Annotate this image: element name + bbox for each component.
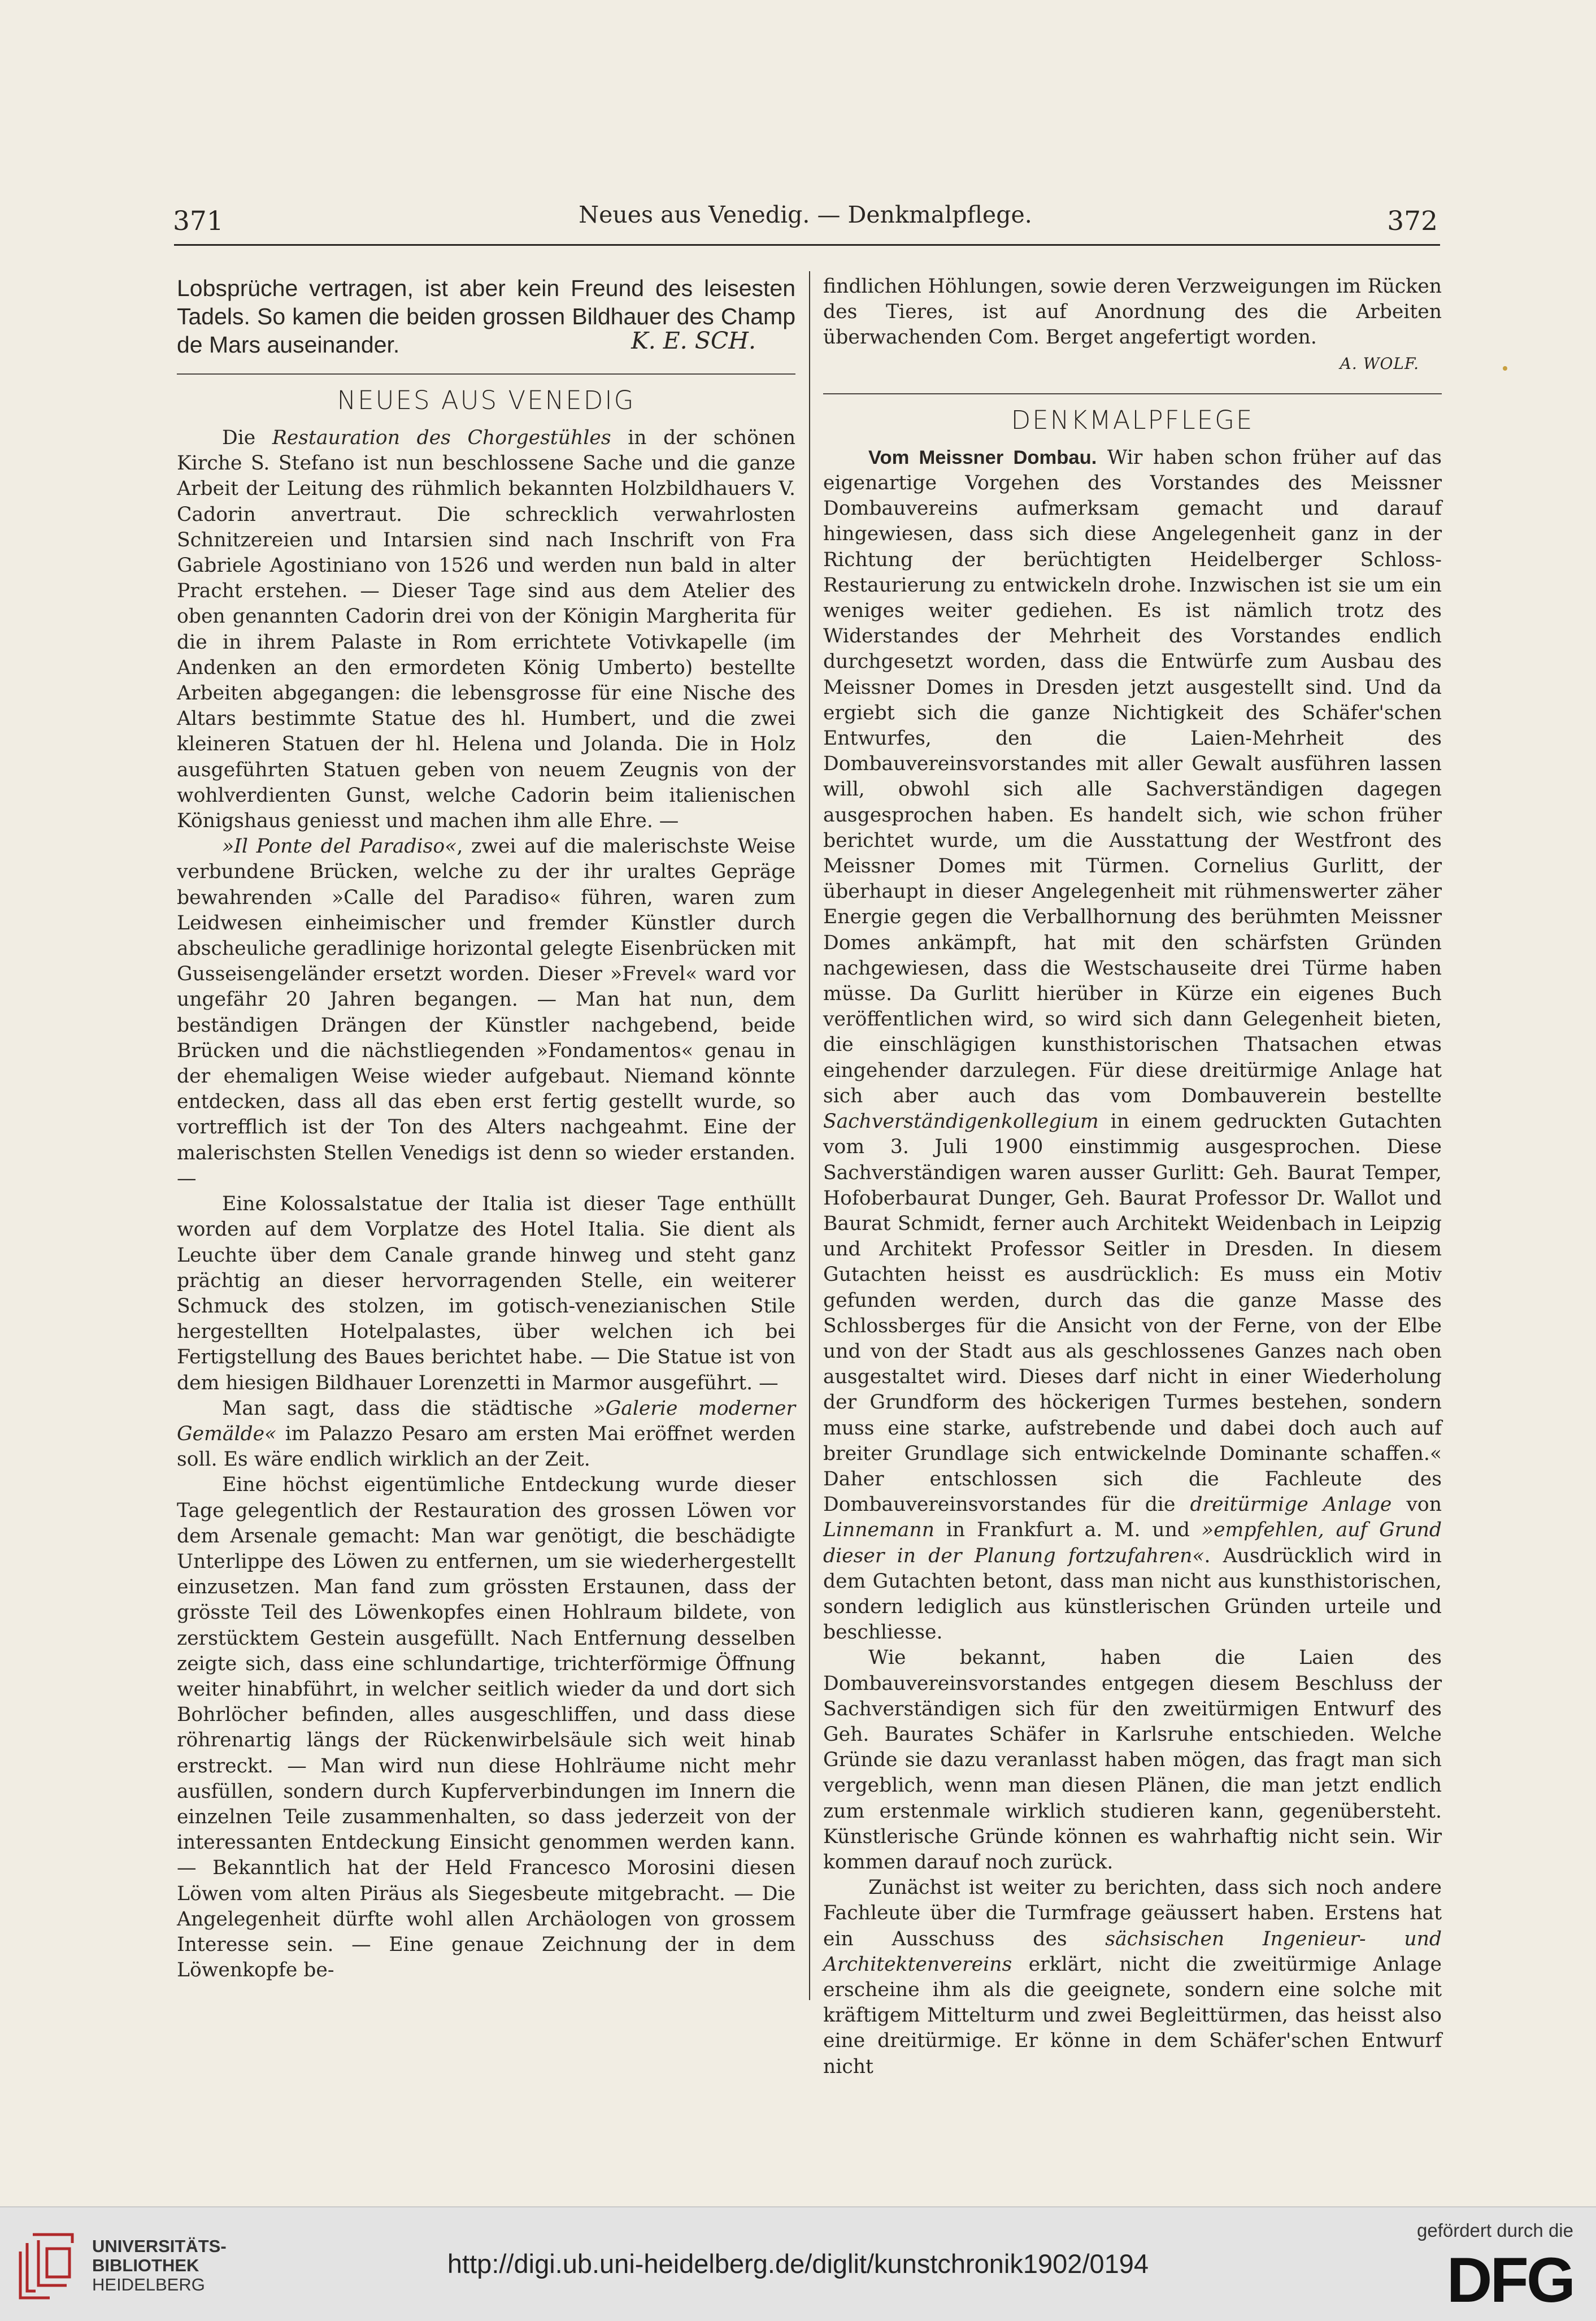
paragraph	[177, 834, 795, 1192]
italic-run: »Galerie moderner Gemälde«	[177, 1397, 795, 1445]
library-name-line: BIBLIOTHEK	[92, 2255, 199, 2275]
library-name-line: UNIVERSITÄTS-	[92, 2236, 227, 2256]
italic-run: »Il Ponte del Paradiso«	[222, 835, 457, 858]
page-number-left: 371	[173, 206, 224, 237]
column-divider	[809, 271, 810, 2000]
text-run: in einem gedruckten Gutachten vom 3. Juli 1900 einstimmig ausgesprochen. Diese Sachverständigen waren ausser Gurlitt: Geh. Baurat Temper, Hofoberbaurat Dunger, Geh. Baurat Professor Dr. Wallot und Baurat Schmidt, ferner auch Architekt Weidenbach in Leipzig und Architekt Professor Seitler in Dresden. In diesem Gutachten heisst es ausdrücklich: Es muss ein Motiv gefunden werden, durch das die ganze Masse des Schlossberges für die Ansicht von der Ferne, von der Elbe und von der Stadt aus als geschlossenes Ganzes nach oben ausgestaltet wird. Dieses darf nicht in einer Wiederholung der Grundform des höckerigen Turmes bestehen, sondern muss eine starke, aufstrebende und dabei doch auch auf breiter Grundlage sich entwickelnde Dominante schaffen.« Daher entschlossen sich die Fachleute des Dombauvereinsvorstandes für die	[823, 1110, 1442, 1516]
text-run: erklärt, nicht die zweitürmige Anlage erscheine ihm als die geeignete, sondern eine solche mit kräftigem Mittelturm und zwei Begleittürmen, das heisst also eine dreitürmige. Er könne in dem Schäfer'schen Entwurf nicht	[823, 1953, 1442, 2078]
italic-run: dreitürmige Anlage	[1190, 1493, 1392, 1516]
text-run: in Frankfurt a. M. und	[934, 1519, 1202, 1542]
section-title-venedig: NEUES AUS VENEDIG	[337, 385, 636, 415]
paper-speck	[1503, 366, 1507, 371]
paragraph	[823, 1875, 1442, 2080]
section-rule	[177, 373, 795, 375]
paragraph	[823, 445, 1442, 1646]
left-intro-paragraph: Lobsprüche vertragen, ist aber kein Freund des leisesten Tadels. So kamen die beiden grossen Bildhauer des Champ de Mars auseinander.	[177, 275, 795, 358]
text-run: von	[1391, 1493, 1442, 1516]
text-run: Wir haben schon früher auf das eigenartige Vorgehen des Vorstandes des Meissner Dombauvereins aufmerksam gemacht und darauf hingewiesen, dass sich diese Angelegenheit ganz in der Richtung der berüchtigten Heidelberger Schloss-Restaurierung zu entwickeln drohe. Inzwischen ist sie um ein weniges weiter gediehen. Es ist nämlich trotz des Widerstandes der Mehrheit des Vorstandes endlich durchgesetzt worden, dass die Entwürfe zum Ausbau des Meissner Domes in Dresden jetzt ausgestellt sind. Und da ergiebt sich die ganze Nichtigkeit des Schäfer'schen Entwurfes, den die Laien-Mehrheit des Dombauvereinsvorstandes mit aller Gewalt ausführen lassen will, obwohl sich alle Sachverständigen dagegen ausgesprochen haben. Es handelt sich, wie schon früher berichtet wurde, um die Ausstattung der Westfront des Meissner Domes mit Türmen. Cornelius Gurlitt, der überhaupt in dieser Angelegenheit mit rühmenswerter zäher Energie gegen die Verballhornung des berühmten Meissner Domes ankämpft, hat mit den schärfsten Gründen nachgewiesen, dass die Westschauseite drei Türme haben müsse. Da Gurlitt hierüber in Kürze ein eigenes Buch veröffentlichen wird, so wird sich dann Gelegenheit bieten, die einschlägigen kunsthistorischen Thatsachen etwas eingehender darzulegen. Für diese dreitürmige Anlage hat sich aber auch das vom Dombauverein bestellte	[823, 446, 1442, 1107]
text-run: im Palazzo Pesaro am ersten Mai eröffnet werden soll. Es wäre endlich wirklich an der Zeit.	[177, 1422, 795, 1471]
paragraph	[177, 425, 795, 834]
paragraph	[177, 1396, 795, 1473]
italic-run: sächsischen Ingenieur- und Architektenvereins	[823, 1927, 1442, 1976]
footer-bar	[0, 2206, 1596, 2321]
right-column	[823, 274, 1442, 2080]
left-intro-signature: K. E. SCH.	[631, 327, 756, 354]
right-intro-signature: A. WOLF.	[1340, 354, 1419, 373]
text-run: Zunächst ist weiter zu berichten, dass sich noch andere Fachleute über die Turmfrage geäussert haben. Erstens hat ein Ausschuss des	[823, 1876, 1442, 1950]
text-run: in der schönen Kirche S. Stefano ist nun beschlossene Sache und die ganze Arbeit der Leitung des rühmlich bekannten Holzbildhauers V. Cadorin anvertraut. Die schrecklich verwahrlosten Schnitzereien und Intarsien sind nach Inschrift von Fra Gabriele Agostiniano von 1526 und werden nun bald in alter Pracht erstehen. — Dieser Tage sind aus dem Atelier des oben genannten Cadorin drei von der Königin Margherita für die in ihrem Palaste in Rom errichtete Votivkapelle (im Andenken an den ermordeten König Umberto) bestellte Arbeiten abgegangen: die lebensgrosse für eine Nische des Altars bestimmte Statue des hl. Humbert, und die zwei kleineren Statuen der hl. Helena und Jolanda. Die in Holz ausgeführten Statuen geben von neuem Zeugnis von der wohlverdienten Gunst, welche Cadorin beim italienischen Königshaus geniesst und machen ihm alle Ehre. —	[177, 427, 795, 833]
section-rule	[823, 393, 1442, 394]
header-rule	[174, 244, 1440, 246]
running-title: Neues aus Venedig. — Denkmalpflege.	[579, 201, 1032, 228]
right-intro-paragraph: findlichen Höhlungen, sowie deren Verzweigungen im Rücken des Tieres, ist auf Anordnung des die Arbeiten überwachenden Com. Berget angefertigt worden.	[823, 275, 1442, 349]
italic-run: Linnemann	[823, 1519, 934, 1542]
section-title-denkmalpflege: DENKMALPFLEGE	[1011, 405, 1254, 435]
paragraph: Wie bekannt, haben die Laien des Dombauvereinsvorstandes entgegen diesem Beschluss der Sachverständigen sich für den zweitürmigen Entwurf des Geh. Baurates Schäfer in Karlsruhe entschieden. Welche Gründe sie dazu veranlasst haben mögen, das fragt man sich vergeblich, wenn man diesen Plänen, die man jetzt endlich zum erstenmale wirklich studieren kann, gegenübersteht. Künstlerische Gründe können es wahrhaftig nicht sein. Wir kommen darauf noch zurück.	[823, 1646, 1442, 1874]
bold-lead-run: Vom Meissner Dombau.	[868, 446, 1097, 468]
italic-run: Restauration des Chorgestühles	[272, 427, 611, 449]
paragraph: Eine höchst eigentümliche Entdeckung wurde dieser Tage gelegentlich der Restauration des grossen Löwen vor dem Arsenale gemacht: Man war genötigt, die beschädigte Unterlippe des Löwen zu entfernen, um sie wiederhergestellt einzusetzen. Man fand zum grössten Erstaunen, dass der grösste Teil des Löwenkopfes einen Hohlraum bildete, von zerstücktem Gestein ausgefüllt. Nach Entfernung desselben zeigte sich, dass eine schlundartige, trichterförmige Öffnung weiter hinabführt, in welcher seitlich wieder da und dort sich Bohrlöcher befinden, alles ausgeschliffen, und dass diese röhrenartig längs der Rückenwirbelsäule sich weit hinab erstreckt. — Man wird nun diese Hohlräume nicht mehr ausfüllen, sondern durch Kupferverbindungen im Innern die einzelnen Teile zusammenhalten, so dass jederzeit von der interessanten Entdeckung Einsicht genommen werden kann. — Bekanntlich hat der Held Francesco Morosini diesen Löwen vom alten Piräus als Siegesbeute mitgebracht. — Die Angelegenheit dürfte wohl allen Archäologen von grossem Interesse sein. — Eine genaue Zeichnung der in dem Löwenkopfe be-	[177, 1474, 795, 1982]
text-run: . Ausdrücklich wird in dem Gutachten betont, dass man nicht aus kunsthistorischen, sondern lediglich aus künstlerischen Gründen urteile und beschliesse.	[823, 1544, 1442, 1644]
page-number-right: 372	[1387, 206, 1438, 237]
italic-run: »empfehlen, auf Grund dieser in der Planung fortzufahren«	[823, 1519, 1442, 1567]
text-run: Man sagt, dass die städtische	[222, 1397, 594, 1420]
permalink-url[interactable]: http://digi.ub.uni-heidelberg.de/diglit/kunstchronik1902/0194	[447, 2249, 1149, 2279]
italic-run: Sachverständigenkollegium	[823, 1110, 1099, 1133]
library-name-line: HEIDELBERG	[92, 2275, 205, 2294]
text-run: Die	[222, 427, 272, 449]
dfg-logo: DFG	[1446, 2245, 1573, 2315]
running-header	[173, 199, 1438, 244]
text-run: , zwei auf die malerischste Weise verbundene Brücken, welche zu der ihr uraltes Gepräge bewahrenden »Calle del Paradiso« führen, waren zum Leidwesen einheimischer und fremder Künstler durch abscheuliche geradlinige horizontal gelegte Eisenbrücken mit Gusseisengeländer ersetzt worden. Dieser »Frevel« ward vor ungefähr 20 Jahren begangen. — Man hat nun, dem beständigen Drängen der Künstler nachgebend, beide Brücken und die nächstliegenden »Fondamentos« genau in der ehemaligen Weise wieder aufgebaut. Niemand könnte entdecken, dass all das eben erst fertig gestellt wurde, so vortrefflich ist der Ton des Alters nachgeahmt. Eine der malerischsten Stellen Venedigs ist denn so wieder erstanden. —	[177, 835, 795, 1190]
paragraph: Eine Kolossalstatue der Italia ist dieser Tage enthüllt worden auf dem Vorplatze des Hotel Italia. Sie dient als Leuchte über dem Canale grande hinweg und steht ganz prächtig an dieser hervorragenden Stelle, ein weiterer Schmuck des stolzen, im gotisch-venezianischen Stile hergestellten Hotelpalastes, über welchen ich bei Fertigstellung des Baues berichtet habe. — Die Statue ist von dem hiesigen Bildhauer Lorenzetti in Marmor ausgeführt. —	[177, 1193, 795, 1394]
funded-by-label: gefördert durch die	[1416, 2220, 1573, 2241]
left-column	[177, 274, 795, 1983]
